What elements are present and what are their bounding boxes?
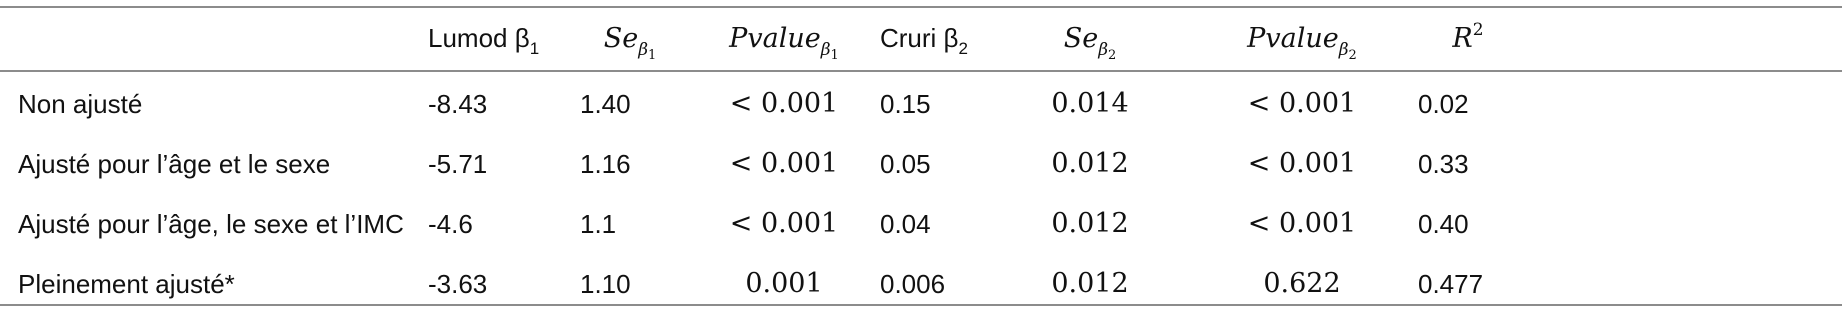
pvalue-beta1-value: < 0.001 <box>729 208 839 239</box>
se-beta1-value: 1.16 <box>580 149 631 179</box>
cruri-beta-value: 0.05 <box>880 149 931 179</box>
r-squared-value: 0.40 <box>1418 209 1469 239</box>
table-header-row <box>0 8 1842 72</box>
r-squared-value: 0.02 <box>1418 89 1469 119</box>
se-beta2-value: 0.014 <box>1051 88 1129 119</box>
se-beta1-value: 1.1 <box>580 209 617 239</box>
header-se-beta1: $Se_{\beta_1}$ <box>603 23 657 63</box>
pvalue-beta2-value: < 0.001 <box>1247 148 1357 179</box>
table-row <box>0 254 1842 314</box>
pvalue-beta1-value: < 0.001 <box>729 148 839 179</box>
header-pvalue-beta2: Pvalue$_{\beta_2}$ <box>1247 23 1357 63</box>
table-row <box>0 134 1842 194</box>
pvalue-beta2-value: < 0.001 <box>1247 88 1357 119</box>
se-beta2-value: 0.012 <box>1051 268 1129 299</box>
pvalue-beta1-value: 0.001 <box>745 268 823 299</box>
header-r-squared: $R^2$ <box>1452 20 1484 54</box>
lumod-beta-value: -4.6 <box>428 209 473 239</box>
pvalue-beta2-value: 0.622 <box>1263 268 1341 299</box>
se-beta1-value: 1.40 <box>580 89 631 119</box>
row-label: Non ajusté <box>18 89 143 119</box>
regression-table <box>0 6 1842 306</box>
cruri-beta-value: 0.15 <box>880 89 931 119</box>
header-cruri-beta: Cruri $\beta_2$ <box>880 23 968 58</box>
pvalue-beta2-value: < 0.001 <box>1247 208 1357 239</box>
lumod-beta-value: -8.43 <box>428 89 488 119</box>
lumod-beta-value: -3.63 <box>428 269 488 299</box>
lumod-beta-value: -5.71 <box>428 149 488 179</box>
header-pvalue-beta1: Pvalue$_{\beta_1}$ <box>729 23 839 63</box>
row-label: Ajusté pour l’âge, le sexe et l’IMC <box>18 209 404 239</box>
header-se-beta2: $Se_{\beta_2}$ <box>1063 23 1117 63</box>
row-label: Pleinement ajusté* <box>18 269 235 299</box>
pvalue-beta1-value: < 0.001 <box>729 88 839 119</box>
table-row <box>0 194 1842 254</box>
r-squared-value: 0.477 <box>1418 269 1484 299</box>
se-beta2-value: 0.012 <box>1051 208 1129 239</box>
r-squared-value: 0.33 <box>1418 149 1469 179</box>
se-beta2-value: 0.012 <box>1051 148 1129 179</box>
header-lumod-beta: Lumod $\beta_1$ <box>428 23 540 58</box>
table-row <box>0 74 1842 134</box>
cruri-beta-value: 0.04 <box>880 209 931 239</box>
row-label: Ajusté pour l’âge et le sexe <box>18 149 331 179</box>
cruri-beta-value: 0.006 <box>880 269 946 299</box>
se-beta1-value: 1.10 <box>580 269 631 299</box>
